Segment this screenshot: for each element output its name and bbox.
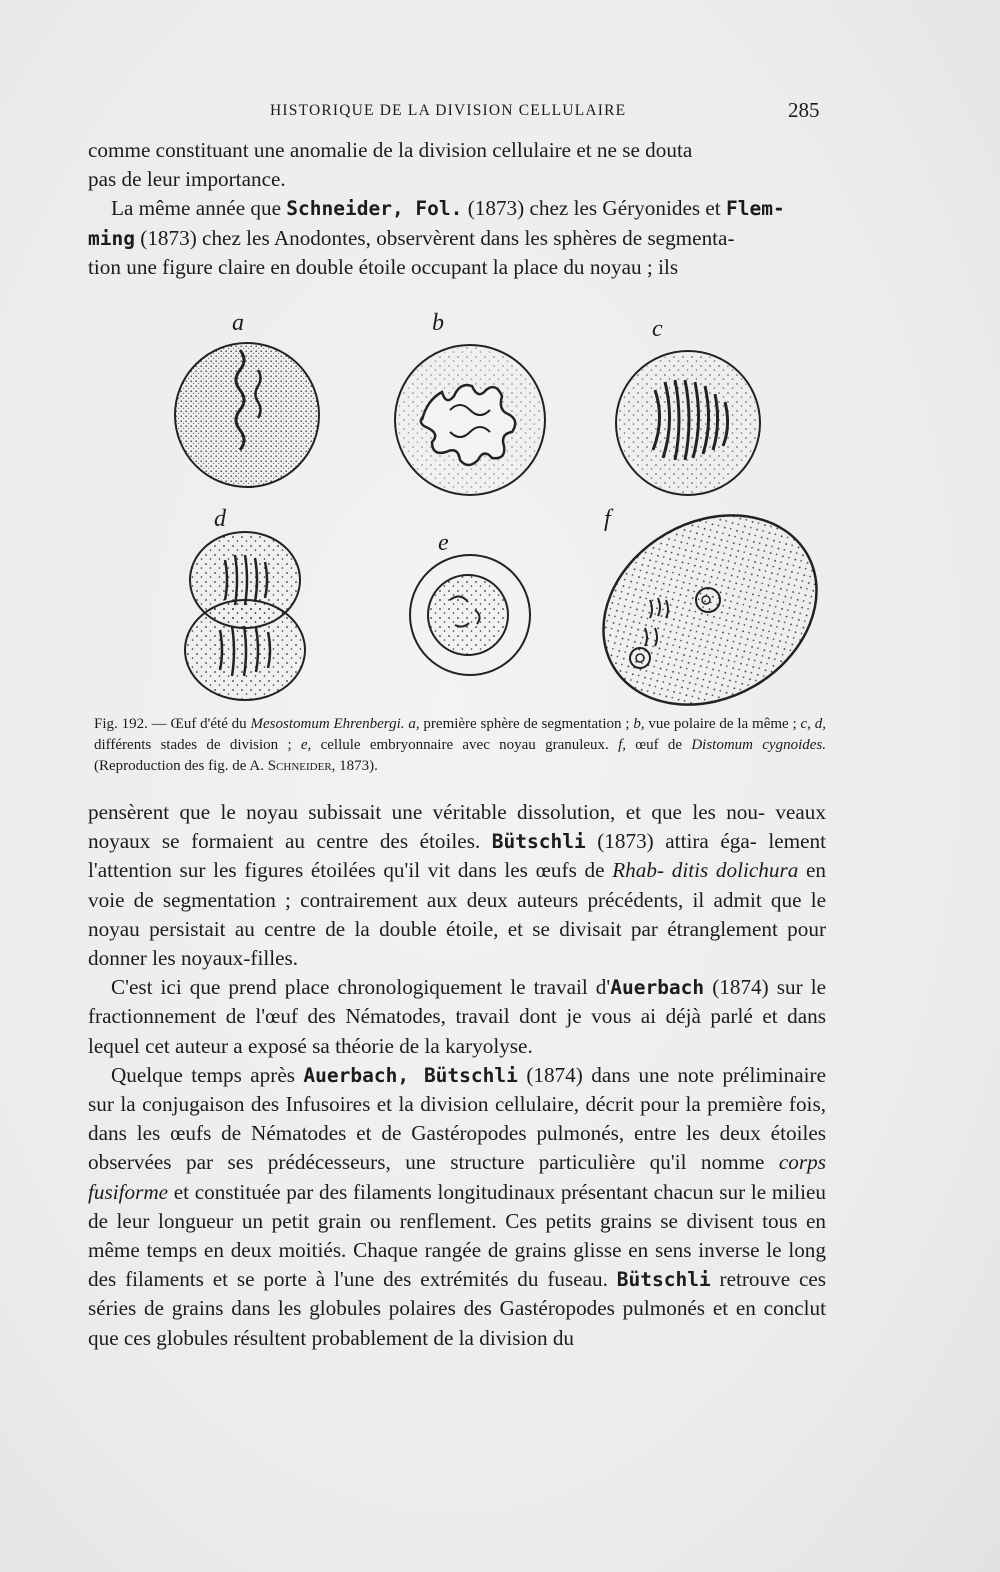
author-name: ming — [88, 226, 135, 250]
text-run: retrouve ces séries de grains dans les globules polaires des Gastéropodes pulmonés et en conclut que ces globules résultent probablement de la division du — [88, 1267, 827, 1350]
figure-drawing — [150, 310, 840, 715]
text-run: (1873) chez les Anodontes, observèrent dans les sphères de segmenta- — [134, 225, 735, 250]
text-run: veaux noyaux se formaient au centre des étoiles. — [88, 800, 826, 854]
top-text-block — [88, 136, 826, 282]
figure-192 — [150, 310, 840, 715]
author-name: Auerbach — [610, 976, 705, 1000]
text-run: lement l'attention sur les figures étoilées qu'il vit dans les œufs de — [88, 829, 827, 883]
cell-a-drawing — [175, 343, 319, 487]
text-run: pensèrent que le noyau subissait une véritable dissolution, et que les nou- — [88, 800, 766, 824]
fig-label-d: d — [214, 506, 226, 532]
text-run: et constituée par des filaments longitudinaux présentant chacun sur le milieu de leur longueur un petit grain ou renflement. Ces petits grains se divisent tous en même temps en deux moitiés. Chaque rangée de grains glisse en sens inverse le long des filaments et se porte à l'une des extrémités du fuseau. — [88, 1179, 826, 1292]
caption-species: Mesostomum Ehrenbergi. — [250, 716, 405, 732]
text-run: (1874) sur le fractionnement de l'œuf des Nématodes, travail dont je vous ai déjà parlé et dans lequel cet auteur a exposé sa théorie de la karyolyse. — [88, 975, 827, 1058]
paragraph-4 — [88, 973, 826, 1061]
caption-letter: c, d, — [800, 716, 827, 732]
text-run: (1874) dans une note préliminaire sur la conjugaison des Infusoires et la division cellulaire, décrit pour la première fois, dans les œufs de Nématodes et de Gastéropodes pulmonés, entre les deux étoiles observées par ses prédécesseurs, une structure particulière qu'il nomme — [88, 1062, 826, 1175]
running-title: HISTORIQUE DE LA DIVISION CELLULAIRE — [270, 102, 627, 119]
caption-text: première sphère de segmentation ; — [419, 716, 634, 732]
caption-text: cellule embryonnaire avec noyau granuleux. — [311, 737, 619, 753]
caption-letter: b, — [633, 716, 645, 732]
text-run: Quelque temps après — [111, 1062, 304, 1087]
caption-letter: f, — [618, 737, 626, 753]
page-number: 285 — [788, 98, 820, 122]
text-run: (1873) chez les Géryonides et — [462, 196, 726, 221]
bottom-text-block — [88, 798, 826, 1353]
caption-text: (Reproduction des fig. de A. — [94, 758, 268, 774]
caption-letter: a, — [408, 716, 420, 732]
cell-d-drawing — [185, 532, 305, 700]
text-run: C'est ici que prend place chronologiquement le travail d' — [111, 975, 611, 1000]
paragraph-2 — [88, 194, 826, 282]
cell-b-drawing — [395, 345, 545, 495]
caption-letter: e, — [300, 737, 312, 753]
caption-author: Schneider — [267, 758, 332, 774]
author-name: Flem- — [725, 197, 785, 221]
text-run: en voie de segmentation ; contrairement aux deux auteurs précédents, il admit que le noyau persistait au centre de la double étoile, et se divisait par étranglement pour donner les noyaux-filles. — [88, 858, 827, 971]
paragraph-3 — [88, 798, 826, 973]
author-name: Auerbach, Bütschli — [303, 1063, 518, 1087]
caption-text: Fig. 192. — Œuf d'été du — [94, 716, 251, 732]
fig-label-f: f — [604, 506, 611, 532]
species-name: Rhab- — [612, 858, 665, 883]
species-name: ditis dolichura — [671, 858, 799, 883]
caption-text: différents stades de division ; — [94, 737, 301, 753]
paragraph-1 — [88, 136, 826, 194]
term: corps fusiforme — [88, 1150, 826, 1204]
paragraph-5 — [88, 1061, 826, 1353]
caption-text: œuf de — [626, 737, 692, 753]
fig-label-e: e — [438, 530, 449, 556]
author-name: Bütschli — [616, 1268, 711, 1292]
text-run: La même année que — [111, 196, 287, 221]
text-run: tion une figure claire en double étoile occupant la place du noyau ; ils — [88, 254, 679, 279]
fig-label-c: c — [652, 316, 663, 342]
cell-c-drawing — [616, 351, 760, 495]
caption-text: vue polaire de la même ; — [644, 716, 801, 732]
fig-label-a: a — [232, 310, 244, 336]
figure-caption — [94, 714, 826, 777]
caption-species: Distomum cygnoides. — [691, 737, 826, 753]
caption-text: , 1873). — [331, 758, 378, 774]
author-name: Schneider, Fol. — [286, 197, 463, 221]
text-run: (1873) attira éga- — [585, 829, 757, 854]
author-name: Bütschli — [491, 830, 586, 854]
text-line: pas de leur importance. — [88, 167, 286, 192]
text-line: comme constituant une anomalie de la division cellulaire et ne se douta — [88, 138, 693, 162]
cell-e-drawing — [410, 555, 530, 675]
fig-label-b: b — [432, 310, 444, 336]
